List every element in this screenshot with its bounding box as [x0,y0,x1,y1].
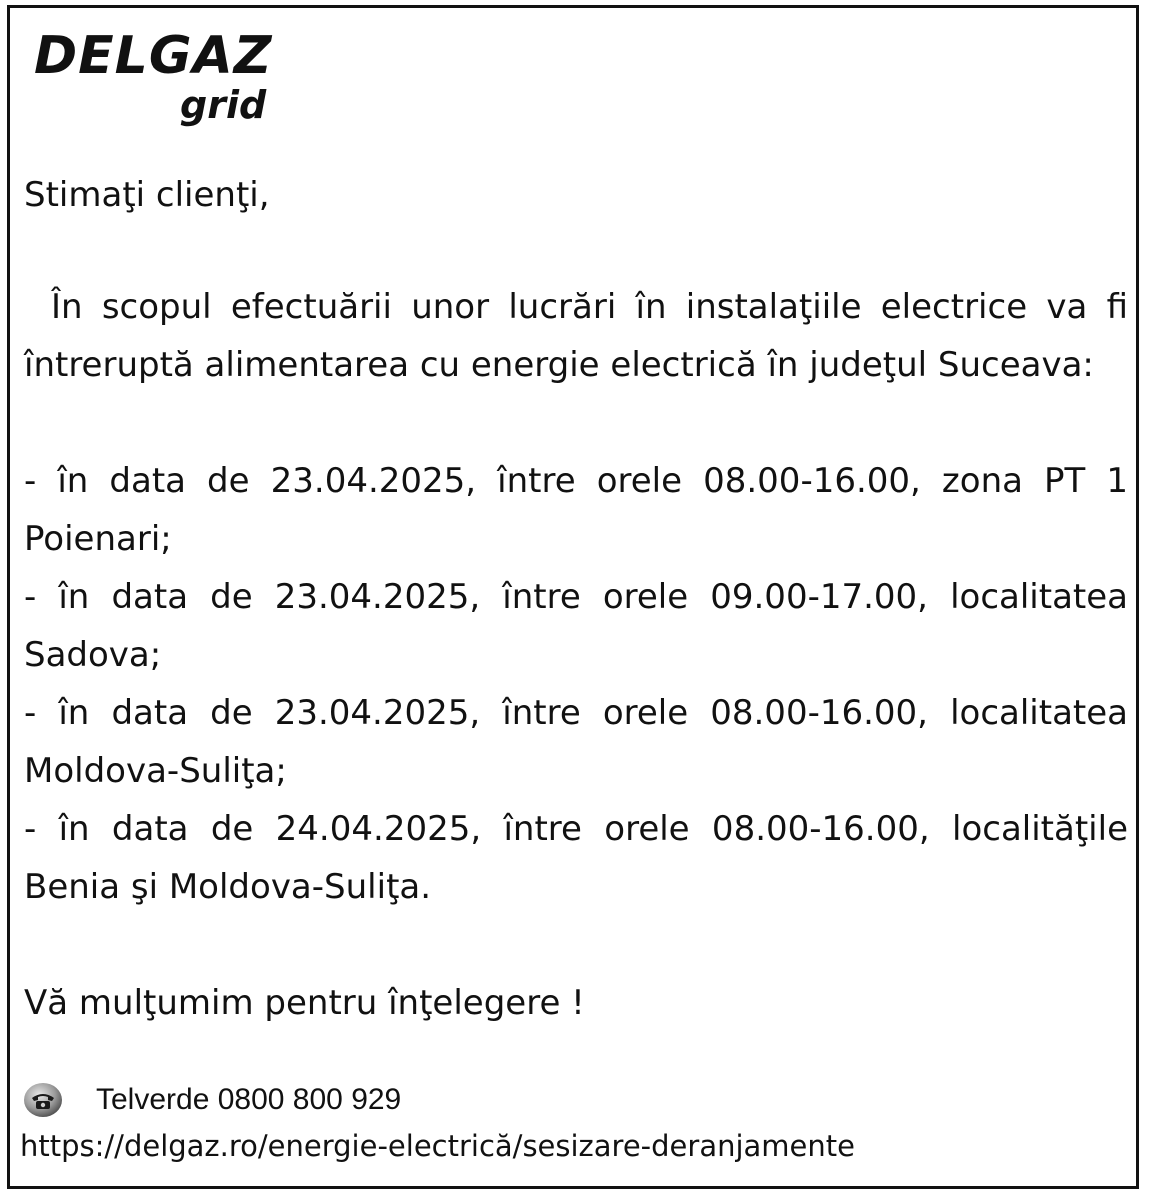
outage-item: - în data de 24.04.2025, între orele 08.00-16.00, localităţile Benia şi Moldova-Suliţa. [24,809,1128,907]
outage-item: - în data de 23.04.2025, între orele 08.00-16.00, zona PT 1 Poienari; [24,461,1128,559]
outage-item: - în data de 23.04.2025, între orele 08.00-16.00, localitatea Moldova-Suliţa; [24,693,1128,791]
outage-list [24,452,1128,916]
telephone-icon [22,1081,64,1119]
phone-number: Telverde 0800 800 929 [96,1083,402,1116]
delgaz-grid-logo [34,26,294,134]
greeting: Stimaţi clienţi, [24,175,270,215]
outage-item: - în data de 23.04.2025, între orele 09.00-17.00, localitatea Sadova; [24,577,1128,675]
thank-you-text: Vă mulţumim pentru înţelegere ! [24,983,585,1023]
fault-report-url[interactable]: https://delgaz.ro/energie-electrică/sesizare-deranjamente [20,1129,855,1163]
intro-paragraph: În scopul efectuării unor lucrări în instalaţiile electrice va fi întreruptă alimentarea cu energie electrică în judeţul Suceava: [24,287,1128,385]
phone-contact [22,1080,401,1120]
logo-wordmark: DELGAZ [34,26,273,86]
logo-subtitle: grid [180,83,267,127]
